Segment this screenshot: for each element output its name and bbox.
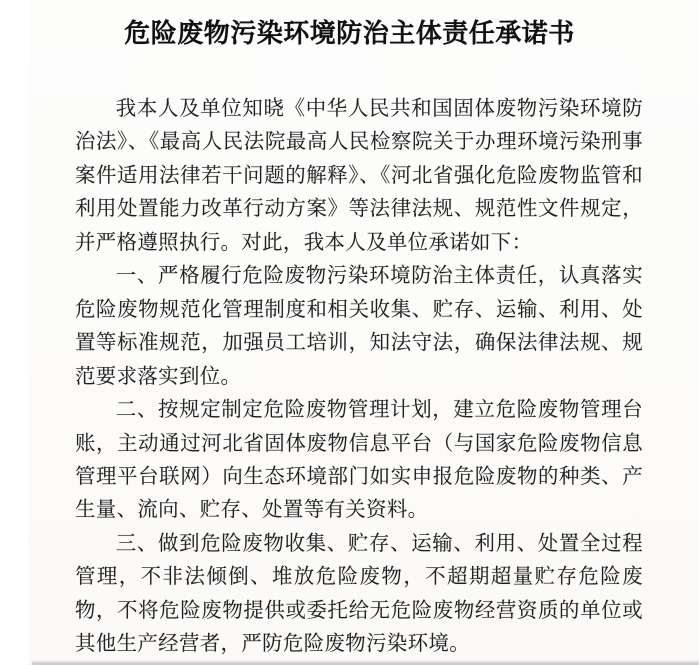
- paragraph-intro: 我本人及单位知晓《中华人民共和国固体废物污染环境防治法》、《最高人民法院最高人民检察院关于办理环境污染刑事案件适用法律若干问题的解释》、《河北省强化危险废物监管和利用处置能力改革行动方案》等法律法规、规范性文件规定，并严格遵照执行。对此，我本人及单位承诺如下：: [75, 98, 643, 254]
- document-title: 危险废物污染环境防治主体责任承诺书: [124, 19, 575, 48]
- paragraph-commitment-3: 三、做到危险废物收集、贮存、运输、利用、处置全过程管理，不非法倾倒、堆放危险废物，不超期超量贮存危险废物，不将危险废物提供或委托给无危险废物经营资质的单位或其他生产经营者，严防危险废物污染环境。: [75, 532, 643, 656]
- scan-left-margin: [0, 0, 28, 665]
- paragraph-commitment-2: 二、按规定制定危险废物管理计划，建立危险废物管理台账，主动通过河北省固体废物信息平台（与国家危险废物信息管理平台联网）向生态环境部门如实申报危险废物的种类、产生量、流向、贮存、处置等有关资料。: [75, 399, 643, 522]
- document-body: [75, 93, 643, 662]
- paragraph-commitment-1: 一、严格履行危险废物污染环境防治主体责任，认真落实危险废物规范化管理制度和相关收集、贮存、运输、利用、处置等标准规范，加强员工培训，知法守法，确保法律法规、规范要求落实到位。: [75, 265, 643, 388]
- scan-bottom-artifact: [32, 660, 699, 665]
